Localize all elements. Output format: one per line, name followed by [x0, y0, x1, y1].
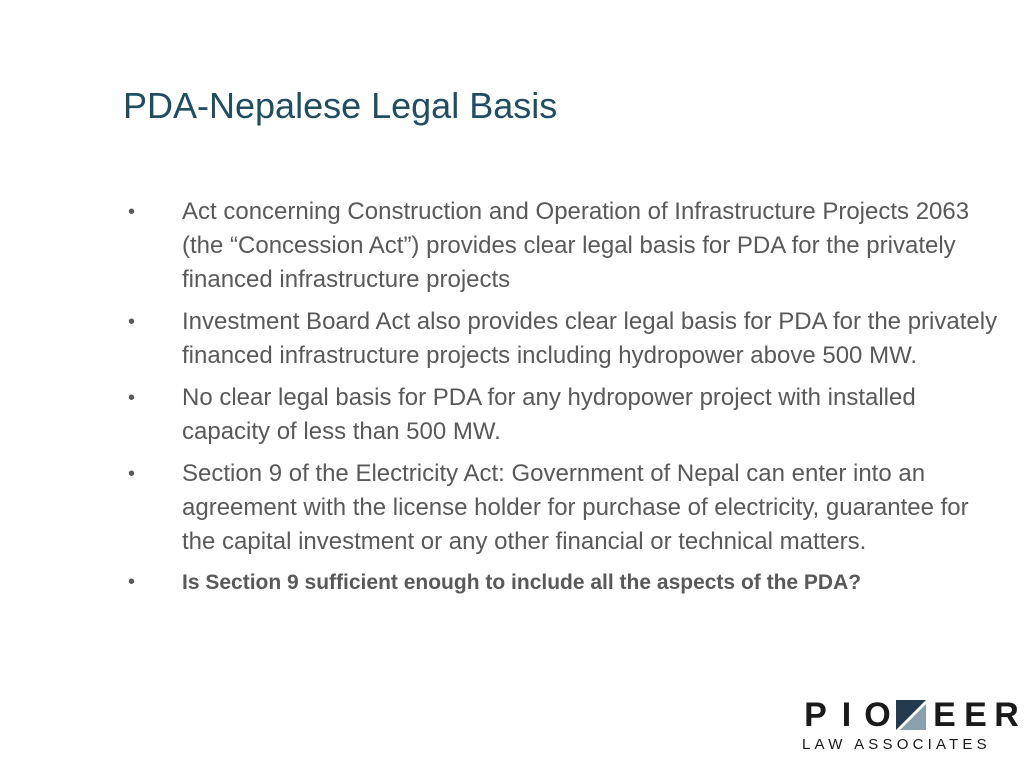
bullet-text: Act concerning Construction and Operation of Infrastructure Projects 2063 (the “Concession Act”) provides clear legal basis for PDA for the privately financed infrastructure projects [182, 198, 970, 293]
bullet-text: Is Section 9 sufficient enough to include all the aspects of the PDA? [182, 571, 862, 594]
bullet-item [128, 195, 998, 297]
logo-letter: P [804, 695, 827, 734]
logo-letter: E [933, 695, 956, 734]
logo-letter: I [841, 695, 852, 734]
bullet-icon: • [128, 463, 136, 485]
bullet-text: No clear legal basis for PDA for any hydropower project with installed capacity of less than 500 MW. [182, 384, 916, 445]
logo-letter: E [964, 695, 987, 734]
logo-letter: O [864, 695, 891, 734]
bullet-list [128, 195, 998, 606]
logo-wordmark [800, 695, 1022, 734]
pioneer-logo [800, 695, 1019, 756]
bullet-icon: • [128, 387, 136, 409]
logo-tagline: LAW ASSOCIATES [802, 736, 991, 753]
bullet-item-question [128, 567, 998, 598]
bullet-icon: • [128, 201, 136, 223]
diagonal-split-square-icon [896, 700, 926, 730]
bullet-item [128, 457, 998, 559]
bullet-text: Investment Board Act also provides clear legal basis for PDA for the privately financed infrastructure projects including hydropower above 500 MW. [182, 308, 998, 369]
bullet-text: Section 9 of the Electricity Act: Government of Nepal can enter into an agreement with the license holder for purchase of electricity, guarantee for the capital investment or any other financial or technical matters. [182, 460, 969, 555]
bullet-item [128, 381, 998, 449]
bullet-item [128, 305, 998, 373]
bullet-icon: • [128, 311, 136, 333]
slide-title: PDA-Nepalese Legal Basis [123, 85, 558, 126]
bullet-icon: • [128, 571, 136, 593]
logo-letter: R [994, 695, 1019, 734]
